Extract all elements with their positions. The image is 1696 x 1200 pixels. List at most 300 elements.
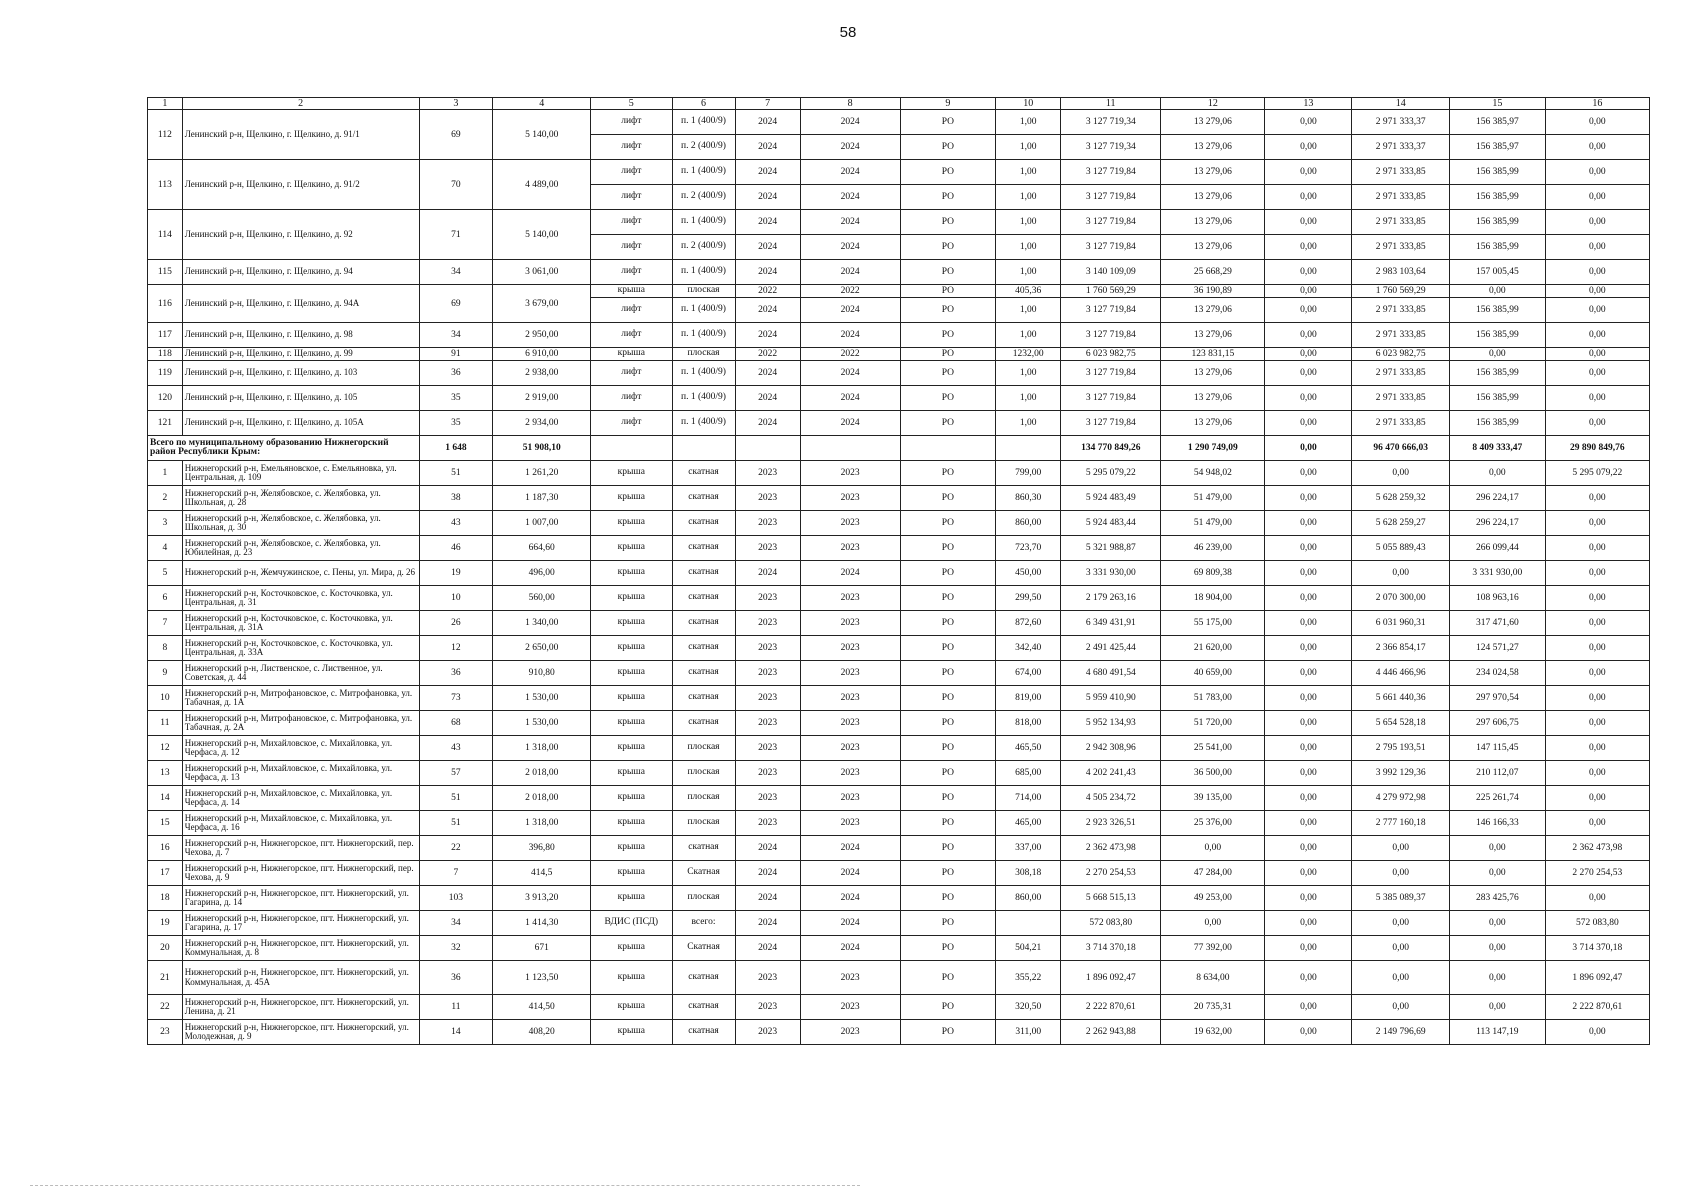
table-row [148,110,1650,135]
table-row [148,861,1650,886]
address-cell: Нижнегорский р-н, Нижнегорское, пгт. Нижнегорский, ул. Гагарина, д. 14 [182,886,419,911]
cell-c14: 5 055 889,43 [1352,536,1450,561]
cell-c11: 5 952 134,93 [1061,711,1161,736]
row-number: 14 [148,786,183,811]
cell-c6: плоская [672,761,735,786]
cell-c16: 0,00 [1545,886,1649,911]
cell-c11: 572 083,80 [1061,911,1161,936]
cell-c9: РО [900,185,996,210]
cell-c15: 0,00 [1450,961,1546,995]
area-cell: 3 913,20 [493,886,591,911]
area-cell: 1 530,00 [493,686,591,711]
cell-c12: 51 720,00 [1161,711,1265,736]
cell-c11: 3 127 719,84 [1061,235,1161,260]
cell-c12: 13 279,06 [1161,110,1265,135]
table-row [148,636,1650,661]
area-cell: 5 140,00 [493,210,591,260]
address-cell: Нижнегорский р-н, Михайловское, с. Михайловка, ул. Черфаса, д. 12 [182,736,419,761]
cell-c13: 0,00 [1265,861,1352,886]
row-number: 118 [148,348,183,361]
cell-c10: 723,70 [996,536,1061,561]
cell-c7: 2024 [735,386,800,411]
cell-c16: 0,00 [1545,298,1649,323]
column-number: 11 [1061,98,1161,110]
cell-c9: РО [900,298,996,323]
cell-c7: 2024 [735,210,800,235]
apartments-cell: 10 [419,586,493,611]
cell-c5: лифт [591,298,672,323]
cell-c6: плоская [672,886,735,911]
cell-c8: 2023 [800,961,900,995]
cell-c9: РО [900,160,996,185]
cell-c14: 2 971 333,85 [1352,185,1450,210]
area-cell: 414,5 [493,861,591,886]
cell-c5: крыша [591,811,672,836]
cell-c12: 13 279,06 [1161,160,1265,185]
cell-c14: 2 971 333,85 [1352,210,1450,235]
cell-c7: 2024 [735,561,800,586]
row-number: 17 [148,861,183,886]
cell-c16: 0,00 [1545,511,1649,536]
cell-c9: РО [900,661,996,686]
cell-c6: скатная [672,611,735,636]
cell-c14: 5 661 440,36 [1352,686,1450,711]
cell-c5: крыша [591,786,672,811]
cell-c13: 0,00 [1265,511,1352,536]
address-cell: Ленинский р-н, Щелкино, г. Щелкино, д. 94 [182,260,419,285]
empty-cell [672,436,735,461]
cell-c7: 2023 [735,611,800,636]
column-number: 14 [1352,98,1450,110]
cell-c14: 4 446 466,96 [1352,661,1450,686]
cell-c14: 2 070 300,00 [1352,586,1450,611]
address-cell: Нижнегорский р-н, Желябовское, с. Желябовка, ул. Школьная, д. 28 [182,486,419,511]
cell-c10: 685,00 [996,761,1061,786]
table-row [148,1020,1650,1045]
cell-c8: 2023 [800,586,900,611]
table-row [148,586,1650,611]
cell-c15: 234 024,58 [1450,661,1546,686]
cell-c12: 36 500,00 [1161,761,1265,786]
row-number: 116 [148,285,183,323]
cell-c5: лифт [591,185,672,210]
cell-c9: РО [900,486,996,511]
cell-c5: крыша [591,736,672,761]
cell-c7: 2023 [735,661,800,686]
cell-c7: 2024 [735,185,800,210]
cell-c5: лифт [591,110,672,135]
cell-c9: РО [900,386,996,411]
cell-c16: 0,00 [1545,185,1649,210]
cell-c14: 0,00 [1352,936,1450,961]
cell-c7: 2023 [735,636,800,661]
table-row [148,836,1650,861]
cell-c6: скатная [672,686,735,711]
cell-c11: 6 349 431,91 [1061,611,1161,636]
cell-c13: 0,00 [1265,110,1352,135]
area-cell: 3 679,00 [493,285,591,323]
area-cell: 414,50 [493,995,591,1020]
cell-c7: 2024 [735,323,800,348]
cell-c15: 147 115,45 [1450,736,1546,761]
cell-c10: 860,00 [996,886,1061,911]
cell-c12: 20 735,31 [1161,995,1265,1020]
cell-c7: 2022 [735,348,800,361]
cell-c8: 2024 [800,298,900,323]
cell-c14: 0,00 [1352,861,1450,886]
cell-c15: 266 099,44 [1450,536,1546,561]
cell-c10: 860,30 [996,486,1061,511]
apartments-cell: 34 [419,260,493,285]
apartments-cell: 57 [419,761,493,786]
cell-c15: 210 112,07 [1450,761,1546,786]
cell-c14: 0,00 [1352,995,1450,1020]
table-row [148,611,1650,636]
cell-c7: 2023 [735,511,800,536]
cell-c10: 450,00 [996,561,1061,586]
column-number-row [148,98,1650,110]
cell-c16: 0,00 [1545,761,1649,786]
address-cell: Нижнегорский р-н, Желябовское, с. Желябовка, ул. Школьная, д. 30 [182,511,419,536]
cell-c12: 13 279,06 [1161,185,1265,210]
cell-c7: 2024 [735,411,800,436]
cell-c6: скатная [672,511,735,536]
address-cell: Нижнегорский р-н, Нижнегорское, пгт. Нижнегорский, ул. Ленина, д. 21 [182,995,419,1020]
cell-c8: 2023 [800,811,900,836]
cell-c5: лифт [591,235,672,260]
cell-c7: 2024 [735,836,800,861]
cell-c15: 283 425,76 [1450,886,1546,911]
total-label: Всего по муниципальному образованию Нижнегорский район Республики Крым: [148,436,420,461]
address-cell: Нижнегорский р-н, Емельяновское, с. Емельяновка, ул. Центральная, д. 109 [182,461,419,486]
table-body [148,98,1650,1045]
cell-c8: 2023 [800,736,900,761]
address-cell: Нижнегорский р-н, Михайловское, с. Михайловка, ул. Черфаса, д. 14 [182,786,419,811]
row-number: 3 [148,511,183,536]
cell-c11: 4 202 241,43 [1061,761,1161,786]
cell-c13: 0,00 [1265,260,1352,285]
row-number: 112 [148,110,183,160]
cell-c13: 0,00 [1265,661,1352,686]
cell-c5: крыша [591,836,672,861]
column-number: 15 [1450,98,1546,110]
cell-c12: 13 279,06 [1161,235,1265,260]
cell-c9: РО [900,285,996,298]
row-number: 20 [148,936,183,961]
cell-c6: скатная [672,661,735,686]
cell-c8: 2022 [800,348,900,361]
cell-c9: РО [900,210,996,235]
apartments-cell: 69 [419,110,493,160]
cell-c15: 156 385,99 [1450,411,1546,436]
table-row [148,736,1650,761]
cell-c11: 2 262 943,88 [1061,1020,1161,1045]
page-number: 58 [839,24,857,41]
empty-cell [996,436,1061,461]
cell-c5: лифт [591,323,672,348]
cell-c12: 13 279,06 [1161,135,1265,160]
cell-c6: скатная [672,711,735,736]
address-cell: Нижнегорский р-н, Нижнегорское, пгт. Нижнегорский, ул. Коммунальная, д. 45А [182,961,419,995]
cell-c10: 1,00 [996,323,1061,348]
cell-c14: 0,00 [1352,561,1450,586]
cell-c7: 2023 [735,1020,800,1045]
cell-c8: 2023 [800,536,900,561]
address-cell: Ленинский р-н, Щелкино, г. Щелкино, д. 92 [182,210,419,260]
cell-c13: 0,00 [1265,1020,1352,1045]
address-cell: Нижнегорский р-н, Михайловское, с. Михайловка, ул. Черфаса, д. 13 [182,761,419,786]
apartments-cell: 26 [419,611,493,636]
cell-c7: 2023 [735,961,800,995]
cell-c9: РО [900,361,996,386]
address-cell: Ленинский р-н, Щелкино, г. Щелкино, д. 94А [182,285,419,323]
cell-c7: 2023 [735,686,800,711]
apartments-cell: 51 [419,786,493,811]
cell-c6: скатная [672,836,735,861]
address-cell: Ленинский р-н, Щелкино, г. Щелкино, д. 91/2 [182,160,419,210]
cell-c6: п. 2 (400/9) [672,235,735,260]
cell-c6: плоская [672,348,735,361]
column-number: 5 [591,98,672,110]
cell-c16: 0,00 [1545,736,1649,761]
cell-c5: крыша [591,1020,672,1045]
cell-c8: 2022 [800,285,900,298]
cell-c15: 113 147,19 [1450,1020,1546,1045]
cell-c11: 5 924 483,44 [1061,511,1161,536]
cell-c9: РО [900,561,996,586]
address-cell: Ленинский р-н, Щелкино, г. Щелкино, д. 91/1 [182,110,419,160]
cell-c5: крыша [591,611,672,636]
cell-c16: 0,00 [1545,135,1649,160]
cell-c13: 0,00 [1265,786,1352,811]
apartments-cell: 22 [419,836,493,861]
cell-c16: 0,00 [1545,323,1649,348]
cell-c15: 0,00 [1450,936,1546,961]
address-cell: Нижнегорский р-н, Косточковское, с. Косточковка, ул. Центральная, д. 33А [182,636,419,661]
cell-c9: РО [900,411,996,436]
row-number: 15 [148,811,183,836]
cell-c13: 0,00 [1265,160,1352,185]
cell-c16: 2 362 473,98 [1545,836,1649,861]
cell-c8: 2023 [800,486,900,511]
cell-c15: 0,00 [1450,911,1546,936]
cell-c8: 2024 [800,260,900,285]
cell-c13: 0,00 [1265,811,1352,836]
address-cell: Нижнегорский р-н, Нижнегорское, пгт. Нижнегорский, ул. Гагарина, д. 17 [182,911,419,936]
column-number: 7 [735,98,800,110]
cell-c9: РО [900,911,996,936]
table-row [148,661,1650,686]
table-row [148,911,1650,936]
cell-c7: 2024 [735,298,800,323]
cell-c5: крыша [591,861,672,886]
apartments-cell: 70 [419,160,493,210]
address-cell: Нижнегорский р-н, Лиственское, с. Лиственное, ул. Советская, д. 44 [182,661,419,686]
cell-c14: 1 760 569,29 [1352,285,1450,298]
cell-c6: п. 1 (400/9) [672,411,735,436]
apartments-cell: 43 [419,736,493,761]
cell-c7: 2024 [735,260,800,285]
area-cell: 664,60 [493,536,591,561]
cell-c10: 1,00 [996,185,1061,210]
cell-c10: 311,00 [996,1020,1061,1045]
cell-c15: 317 471,60 [1450,611,1546,636]
cell-c11: 4 505 234,72 [1061,786,1161,811]
cell-c7: 2023 [735,761,800,786]
cell-c9: РО [900,711,996,736]
cell-c11: 2 222 870,61 [1061,995,1161,1020]
cell-c9: РО [900,995,996,1020]
table-row [148,786,1650,811]
cell-c7: 2023 [735,786,800,811]
address-cell: Нижнегорский р-н, Косточковское, с. Косточковка, ул. Центральная, д. 31 [182,586,419,611]
cell-c6: п. 1 (400/9) [672,361,735,386]
cell-c15: 0,00 [1450,861,1546,886]
cell-c6: Скатная [672,861,735,886]
row-number: 119 [148,361,183,386]
cell-c9: РО [900,511,996,536]
apartments-cell: 11 [419,995,493,1020]
cell-c15: 156 385,99 [1450,298,1546,323]
apartments-cell: 68 [419,711,493,736]
table-row [148,761,1650,786]
cell-c14: 2 366 854,17 [1352,636,1450,661]
cell-c13: 0,00 [1265,536,1352,561]
cell-c13: 0,00 [1265,135,1352,160]
cell-c14: 5 628 259,32 [1352,486,1450,511]
cell-c13: 0,00 [1265,461,1352,486]
row-number: 115 [148,260,183,285]
area-cell: 910,80 [493,661,591,686]
cell-c15: 156 385,99 [1450,160,1546,185]
address-cell: Ленинский р-н, Щелкино, г. Щелкино, д. 105А [182,411,419,436]
cell-c11: 2 270 254,53 [1061,861,1161,886]
cell-c6: плоская [672,285,735,298]
cell-c11: 3 127 719,34 [1061,135,1161,160]
cell-c10: 1,00 [996,160,1061,185]
area-cell: 4 489,00 [493,160,591,210]
cell-c15: 156 385,99 [1450,323,1546,348]
row-number: 5 [148,561,183,586]
cell-c10: 405,36 [996,285,1061,298]
row-number: 11 [148,711,183,736]
cell-c8: 2024 [800,386,900,411]
cell-c8: 2024 [800,411,900,436]
cell-c11: 1 760 569,29 [1061,285,1161,298]
cell-c11: 5 924 483,49 [1061,486,1161,511]
total-area: 51 908,10 [493,436,591,461]
table-row [148,995,1650,1020]
cell-c5: крыша [591,586,672,611]
cell-c9: РО [900,1020,996,1045]
address-cell: Нижнегорский р-н, Нижнегорское, пгт. Нижнегорский, пер. Чехова, д. 7 [182,836,419,861]
cell-c10: 320,50 [996,995,1061,1020]
cell-c12: 69 809,38 [1161,561,1265,586]
table-row [148,811,1650,836]
cell-c16: 0,00 [1545,611,1649,636]
cell-c5: лифт [591,160,672,185]
cell-c7: 2023 [735,461,800,486]
cell-c7: 2024 [735,936,800,961]
row-number: 2 [148,486,183,511]
cell-c5: лифт [591,260,672,285]
apartments-cell: 12 [419,636,493,661]
cell-c12: 0,00 [1161,911,1265,936]
area-cell: 2 950,00 [493,323,591,348]
cell-c10: 872,60 [996,611,1061,636]
cell-c9: РО [900,323,996,348]
cell-c7: 2024 [735,911,800,936]
cell-c5: ВДИС (ПСД) [591,911,672,936]
cell-c9: РО [900,235,996,260]
cell-c12: 0,00 [1161,836,1265,861]
cell-c13: 0,00 [1265,586,1352,611]
cell-c13: 0,00 [1265,636,1352,661]
cell-c13: 0,00 [1265,185,1352,210]
cell-c14: 2 149 796,69 [1352,1020,1450,1045]
cell-c15: 3 331 930,00 [1450,561,1546,586]
cell-c8: 2023 [800,611,900,636]
cell-c7: 2024 [735,160,800,185]
address-cell: Нижнегорский р-н, Желябовское, с. Желябовка, ул. Юбилейная, д. 23 [182,536,419,561]
table-row [148,561,1650,586]
cell-c14: 0,00 [1352,961,1450,995]
cell-c10: 342,40 [996,636,1061,661]
column-number: 8 [800,98,900,110]
cell-c11: 5 295 079,22 [1061,461,1161,486]
cell-c15: 156 385,99 [1450,185,1546,210]
cell-c14: 0,00 [1352,836,1450,861]
cell-c13: 0,00 [1265,348,1352,361]
cell-c15: 156 385,99 [1450,210,1546,235]
cell-c11: 3 127 719,84 [1061,185,1161,210]
table-row [148,386,1650,411]
total-c13: 0,00 [1265,436,1352,461]
cell-c9: РО [900,110,996,135]
cell-c5: крыша [591,461,672,486]
cell-c13: 0,00 [1265,686,1352,711]
cell-c14: 2 971 333,85 [1352,323,1450,348]
apartments-cell: 14 [419,1020,493,1045]
total-c15: 8 409 333,47 [1450,436,1546,461]
column-number: 9 [900,98,996,110]
cell-c16: 0,00 [1545,361,1649,386]
cell-c12: 25 376,00 [1161,811,1265,836]
cell-c10: 308,18 [996,861,1061,886]
cell-c13: 0,00 [1265,285,1352,298]
cell-c5: крыша [591,936,672,961]
cell-c15: 108 963,16 [1450,586,1546,611]
cell-c12: 47 284,00 [1161,861,1265,886]
area-cell: 1 187,30 [493,486,591,511]
area-cell: 1 123,50 [493,961,591,995]
cell-c10: 818,00 [996,711,1061,736]
empty-cell [735,436,800,461]
cell-c6: плоская [672,811,735,836]
cell-c14: 5 628 259,27 [1352,511,1450,536]
cell-c9: РО [900,461,996,486]
cell-c14: 2 971 333,85 [1352,411,1450,436]
cell-c10: 799,00 [996,461,1061,486]
cell-c9: РО [900,936,996,961]
table-row [148,210,1650,235]
cell-c9: РО [900,636,996,661]
cell-c12: 13 279,06 [1161,386,1265,411]
area-cell: 560,00 [493,586,591,611]
cell-c11: 5 959 410,90 [1061,686,1161,711]
cell-c12: 13 279,06 [1161,298,1265,323]
cell-c8: 2024 [800,210,900,235]
